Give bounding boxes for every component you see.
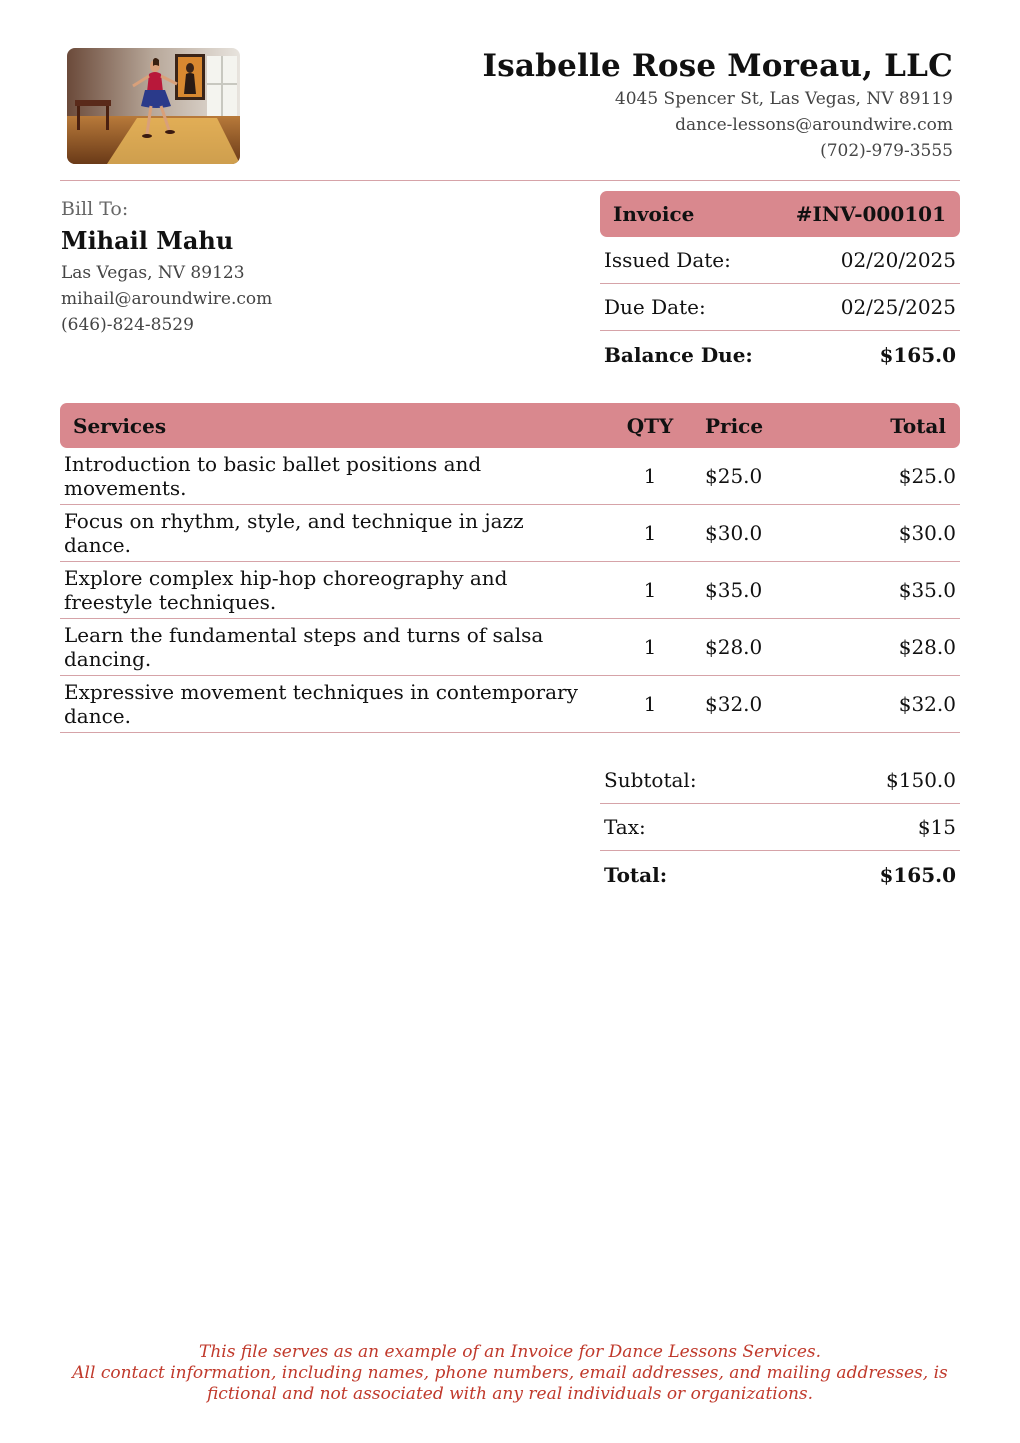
- issued-date-value: 02/20/2025: [840, 248, 956, 272]
- tax-row: [600, 804, 960, 851]
- table-row: [60, 619, 960, 676]
- issued-date-row: [600, 237, 960, 284]
- header-divider: [60, 180, 960, 181]
- client-email: mihail@aroundwire.com: [61, 289, 273, 309]
- service-price: $32.0: [705, 692, 763, 716]
- total-value: $165.0: [879, 862, 956, 887]
- service-qty: 1: [643, 464, 657, 488]
- company-email: dance-lessons@aroundwire.com: [675, 115, 953, 135]
- service-price: $28.0: [705, 635, 763, 659]
- service-qty: 1: [643, 578, 657, 602]
- due-date-row: [600, 284, 960, 331]
- due-date-value: 02/25/2025: [840, 295, 956, 319]
- company-name: Isabelle Rose Moreau, LLC: [482, 48, 953, 84]
- subtotal-label: Subtotal:: [604, 768, 697, 792]
- service-description: Focus on rhythm, style, and technique in jazz dance.: [64, 509, 524, 557]
- disclaimer-line-1: This file serves as an example of an Invoice for Dance Lessons Services.: [198, 1342, 822, 1362]
- bill-to-section: [61, 196, 272, 338]
- company-logo-image: [67, 48, 240, 164]
- company-phone: (702)-979-3555: [820, 141, 953, 161]
- header-services: Services: [73, 413, 167, 438]
- balance-due-row: [600, 331, 960, 378]
- totals-section: [600, 757, 960, 898]
- total-row: [600, 851, 960, 898]
- invoice-summary: [600, 191, 960, 378]
- due-date-label: Due Date:: [604, 295, 706, 319]
- invoice-number: #INV-000101: [795, 202, 946, 226]
- service-price: $25.0: [705, 464, 763, 488]
- client-phone: (646)-824-8529: [61, 315, 194, 335]
- invoice-header-bar: [600, 191, 960, 237]
- client-address: Las Vegas, NV 89123: [61, 263, 245, 283]
- subtotal-row: [600, 757, 960, 804]
- table-row: [60, 562, 960, 619]
- services-table: [60, 403, 960, 733]
- service-description: Explore complex hip-hop choreography and freestyle techniques.: [64, 566, 508, 614]
- service-total: $30.0: [898, 521, 956, 545]
- service-price: $30.0: [705, 521, 763, 545]
- table-row: [60, 448, 960, 505]
- services-table-header: [60, 403, 960, 448]
- subtotal-value: $150.0: [886, 768, 956, 792]
- disclaimer-line-3: fictional and not associated with any real individuals or organizations.: [206, 1384, 814, 1404]
- tax-value: $15: [917, 815, 956, 839]
- invoice-label: Invoice: [613, 202, 695, 226]
- table-row: [60, 676, 960, 733]
- tax-label: Tax:: [604, 815, 646, 839]
- service-price: $35.0: [705, 578, 763, 602]
- balance-due-value: $165.0: [879, 342, 956, 367]
- disclaimer-line-2: All contact information, including names, phone numbers, email addresses, and mailing addresses, is: [72, 1363, 948, 1383]
- service-total: $32.0: [898, 692, 956, 716]
- service-qty: 1: [643, 635, 657, 659]
- service-total: $28.0: [898, 635, 956, 659]
- service-description: Introduction to basic ballet positions and movements.: [64, 452, 482, 500]
- header-total: Total: [890, 413, 946, 438]
- service-description: Learn the fundamental steps and turns of salsa dancing.: [64, 623, 544, 671]
- balance-due-label: Balance Due:: [604, 342, 753, 367]
- table-row: [60, 505, 960, 562]
- issued-date-label: Issued Date:: [604, 248, 731, 272]
- service-qty: 1: [643, 692, 657, 716]
- service-total: $35.0: [898, 578, 956, 602]
- client-name: Mihail Mahu: [61, 226, 234, 255]
- total-label: Total:: [604, 862, 668, 887]
- disclaimer-footer: [20, 1342, 1000, 1405]
- company-address: 4045 Spencer St, Las Vegas, NV 89119: [614, 89, 953, 109]
- header-price: Price: [705, 413, 764, 438]
- bill-to-label: Bill To:: [61, 198, 129, 220]
- service-qty: 1: [643, 521, 657, 545]
- header-qty: QTY: [626, 413, 674, 438]
- company-info: [483, 46, 953, 164]
- service-total: $25.0: [898, 464, 956, 488]
- service-description: Expressive movement techniques in contemporary dance.: [64, 680, 578, 728]
